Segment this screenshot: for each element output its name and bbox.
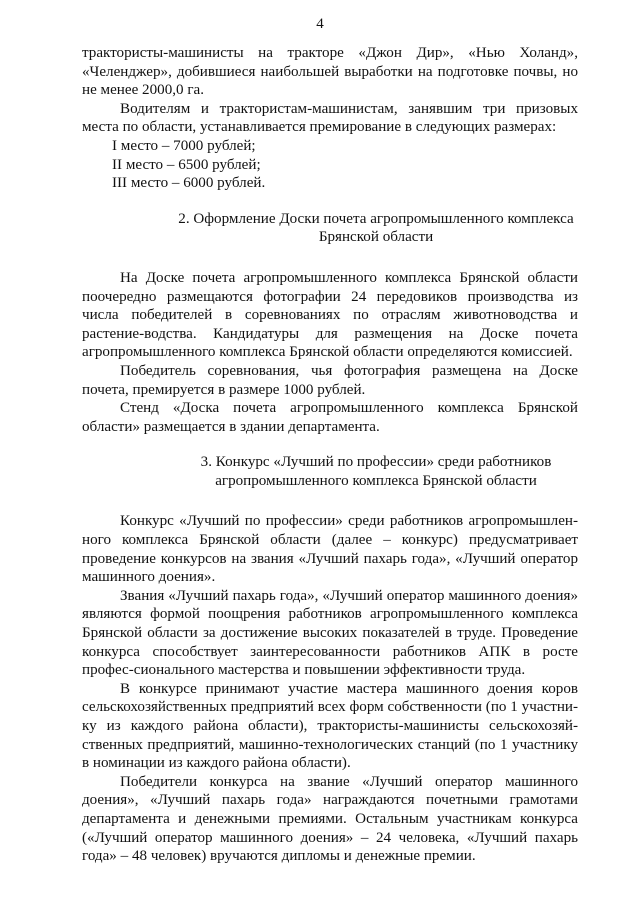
section-3-paragraph-3: В конкурсе принимают участие мастера машинного доения коров сельскохозяйственных предприятий всех форм собственности (по 1 участни-ку из каждого района области), трактористы-машинисты сельскохозяй-ственных предприятий, машинно-технологических станций (по 1 участнику в номинации из каждого района области). — [82, 680, 578, 772]
prize-item-1: I место – 7000 рублей; — [112, 137, 256, 154]
section-3-paragraph-4: Победители конкурса на звание «Лучший оператор машинного доения», «Лучший пахарь года» награждаются почетными грамотами департамента и денежными премиями. Остальным участникам конкурса («Лучший оператор машинного доения» – 24 человека, «Лучший пахарь года» – 48 человек) вручаются дипломы и денежные премии. — [82, 773, 578, 865]
section-3-title-line1: 3. Конкурс «Лучший по профессии» среди работников — [200, 454, 552, 471]
section-2-paragraph-2: Победитель соревнования, чья фотография размещена на Доске почета, премируется в размере 1000 рублей. — [82, 362, 578, 398]
paragraph-continuation: трактористы-машинисты на тракторе «Джон Дир», «Нью Холанд», «Челенджер», добившиеся наибольшей выработки на подготовке почвы, но не менее 2000,0 га. — [82, 45, 578, 99]
section-2-title-line2: Брянской области — [318, 229, 434, 246]
section-2-title — [82, 210, 578, 247]
prize-item-2: II место – 6500 рублей; — [112, 156, 261, 173]
section-2-title-line1: 2. Оформление Доски почета агропромышленного комплекса — [178, 210, 574, 227]
page-number: 4 — [316, 16, 324, 32]
section-2-paragraph-1: На Доске почета агропромышленного комплекса Брянской области поочередно размещаются фотографии 24 передовиков производства из числа победителей в соревнованиях по отраслям животноводства и растение-водства. Кандидатуры для размещения на Доске почета агропромышленного комплекса Брянской области определяются комиссией. — [82, 269, 578, 361]
section-3-paragraph-1: Конкурс «Лучший по профессии» среди работников агропромышлен-ного комплекса Брянской области (далее – конкурс) предусматривает проведение конкурсов на звания «Лучший пахарь года», «Лучший оператор машинного доения». — [82, 513, 578, 586]
section-3-paragraph-2: Звания «Лучший пахарь года», «Лучший оператор машинного доения» являются формой поощрения работников агропромышленного комплекса Брянской области за достижение высоких показателей в труде. Проведение конкурса способствует заинтересованности работников АПК в росте профес-сионального мастерства и повышении эффективности труда. — [82, 587, 578, 679]
section-3-title-line2: агропромышленного комплекса Брянской области — [215, 472, 537, 489]
document-body — [82, 44, 578, 866]
section-2-paragraph-3: Стенд «Доска почета агропромышленного комплекса Брянской области» размещается в здании департамента. — [82, 400, 578, 435]
paragraph-premium-intro: Водителям и трактористам-машинистам, занявшим три призовых места по области, устанавливается премирование в следующих размерах: — [82, 100, 578, 136]
section-3-title — [82, 453, 578, 490]
prize-item-3: III место – 6000 рублей. — [112, 175, 266, 192]
